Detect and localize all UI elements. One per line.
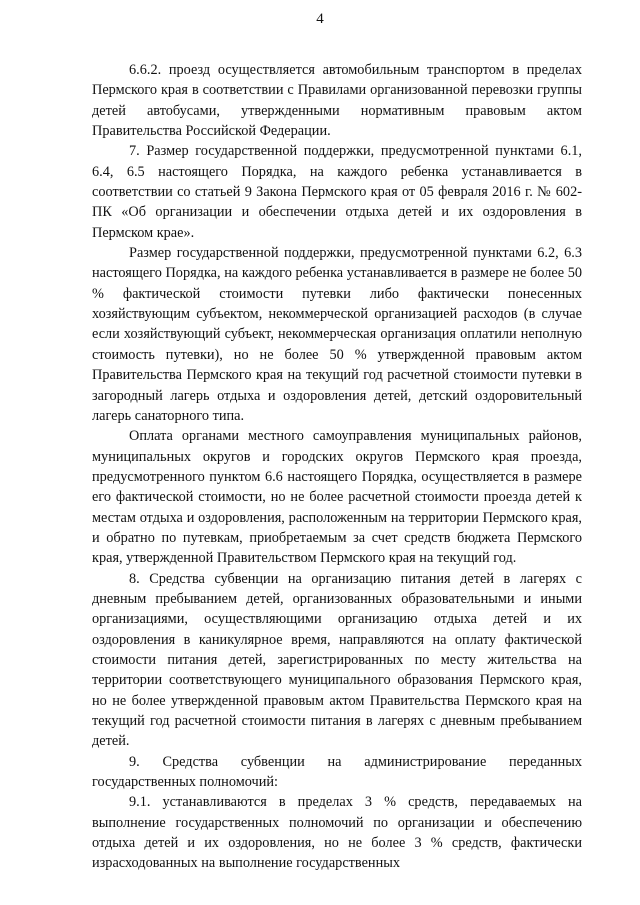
paragraph-9-1: 9.1. устанавливаются в пределах 3 % средств, передаваемых на выполнение государственных полномочий по организации и обеспечению отдыха детей и их оздоровления, но не более 3 % средств, фактически израсходованных на выполнение государственных [92, 794, 582, 872]
paragraph-7-travel-payment: Оплата органами местного самоуправления муниципальных районов, муниципальных округов и городских округов Пермского края проезда, предусмотренного пунктом 6.6 настоящего Порядка, осуществляется в размере его фактической стоимости, но не более расчетной стоимости проезда детей к местам отдыха и оздоровления, расположенным на территории Пермского края, и обратно по путевкам, приобретаемым за счет средств бюджета Пермского края, утвержденной Правительством Пермского края на текущий год. [92, 428, 582, 567]
paragraph-9: 9. Средства субвенции на администрирование переданных государственных полномочий: [92, 753, 582, 791]
body-text [92, 60, 582, 874]
paragraph-6-6-2: 6.6.2. проезд осуществляется автомобильным транспортом в пределах Пермского края в соответствии с Правилами организованной перевозки группы детей автобусами, утвержденными нормативным правовым актом Правительства Российской Федерации. [92, 62, 582, 140]
paragraph-8: 8. Средства субвенции на организацию питания детей в лагерях с дневным пребыванием детей, организованных образовательными и иными организациями, осуществляющими организацию отдыха детей и их оздоровления в каникулярное время, направляются на оплату фактической стоимости питания детей, зарегистрированных по месту жительства на территории соответствующего муниципального образования Пермского края, но не более утвержденной правовым актом Правительства Пермского края на текущий год расчетной стоимости питания в лагерях с дневным пребыванием детей. [92, 570, 582, 750]
paragraph-7: 7. Размер государственной поддержки, предусмотренной пунктами 6.1, 6.4, 6.5 настоящего Порядка, на каждого ребенка устанавливается в соответствии со статьей 9 Закона Пермского края от 05 февраля 2016 г. № 602-ПК «Об организации и обеспечении отдыха детей и их оздоровления в Пермском крае». [92, 143, 582, 241]
paragraph-7-support-size: Размер государственной поддержки, предусмотренной пунктами 6.2, 6.3 настоящего Порядка, на каждого ребенка устанавливается в размере не более 50 % фактической стоимости путевки либо фактически понесенных хозяйствующим субъектом, некоммерческой организацией расходов (в случае если хозяйствующий субъект, некоммерческая организация оплатили неполную стоимость путевки), но не более 50 % утвержденной правовым актом Правительства Пермского края на текущий год расчетной стоимости путевки в загородный лагерь отдыха и оздоровления детей, детский оздоровительный лагерь санаторного типа. [92, 245, 582, 424]
page-number: 4 [316, 11, 324, 27]
